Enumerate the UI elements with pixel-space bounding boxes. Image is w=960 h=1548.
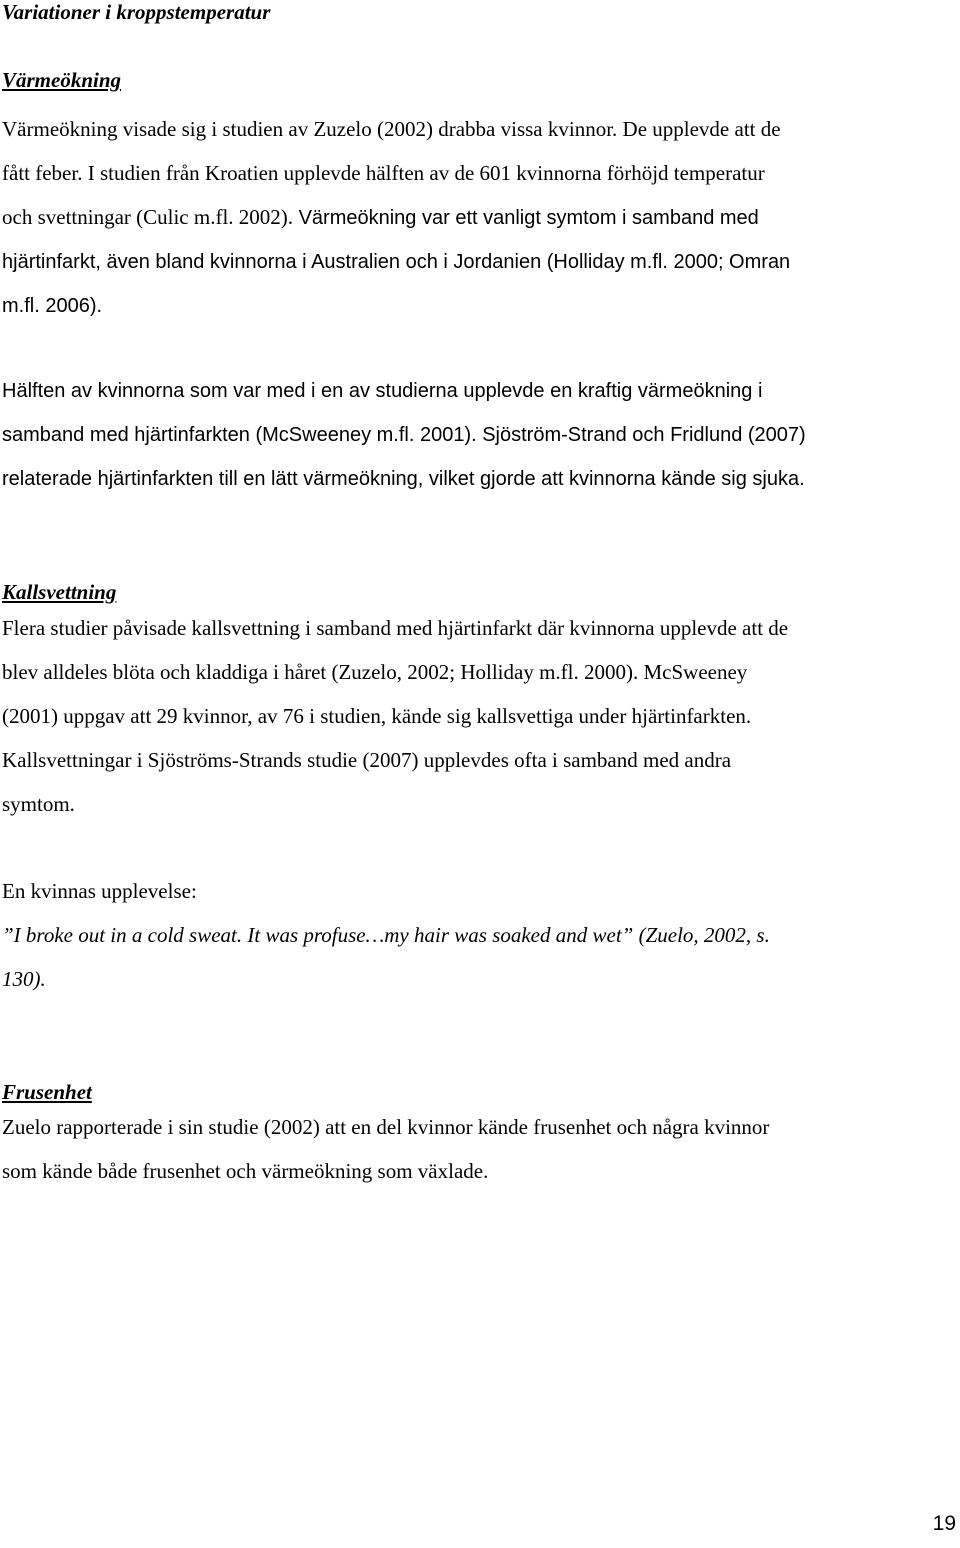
paragraph-line: m.fl. 2006). bbox=[2, 295, 103, 317]
page-number: 19 bbox=[932, 1512, 956, 1535]
paragraph-line: Zuelo rapporterade i sin studie (2002) att en del kvinnor kände frusenhet och några kvinnor bbox=[2, 1115, 770, 1139]
paragraph-frusenhet-1 bbox=[2, 1105, 958, 1193]
paragraph-line: Flera studier påvisade kallsvettning i samband med hjärtinfarkt där kvinnorna upplevde att de bbox=[2, 616, 789, 640]
paragraph-line: Värmeökning visade sig i studien av Zuzelo (2002) drabba vissa kvinnor. De upplevde att de bbox=[2, 117, 781, 141]
paragraph-line: hjärtinfarkt, även bland kvinnorna i Australien och i Jordanien (Holliday m.fl. 2000; Omran bbox=[2, 251, 791, 273]
paragraph-line: Kallsvettningar i Sjöströms-Strands studie (2007) upplevdes ofta i samband med andra bbox=[2, 748, 732, 772]
paragraph-line: Hälften av kvinnorna som var med i en av studierna upplevde en kraftig värmeökning i bbox=[2, 380, 763, 402]
paragraph-line-tail: Värmeökning var ett vanligt symtom i samband med bbox=[293, 207, 759, 229]
page-title: Variationer i kroppstemperatur bbox=[2, 0, 271, 24]
paragraph-kallsvettning-1 bbox=[2, 606, 958, 826]
paragraph-line: fått feber. I studien från Kroatien upplevde hälften av de 601 kvinnorna förhöjd temperatur bbox=[2, 161, 765, 185]
paragraph-varmeokning-2 bbox=[2, 369, 958, 501]
paragraph-line: En kvinnas upplevelse: bbox=[2, 879, 197, 903]
quote-line: ”I broke out in a cold sweat. It was profuse…my hair was soaked and wet” (Zuelo, 2002, s. bbox=[2, 923, 770, 947]
paragraph-line: (2001) uppgav att 29 kvinnor, av 76 i studien, kände sig kallsvettiga under hjärtinfarkten. bbox=[2, 704, 752, 728]
paragraph-line: blev alldeles blöta och kladdiga i håret (Zuzelo, 2002; Holliday m.fl. 2000). McSweeney bbox=[2, 660, 748, 684]
section-heading-varmeokning: Värmeökning bbox=[2, 68, 122, 92]
paragraph-quote-intro bbox=[2, 869, 958, 913]
paragraph-varmeokning-1 bbox=[2, 107, 958, 328]
quote-line: 130). bbox=[2, 967, 46, 991]
section-heading-frusenhet: Frusenhet bbox=[2, 1080, 92, 1104]
paragraph-line: relaterade hjärtinfarkten till en lätt värmeökning, vilket gjorde att kvinnorna kände sig sjuka. bbox=[2, 468, 805, 490]
paragraph-line: som kände både frusenhet och värmeökning som växlade. bbox=[2, 1159, 489, 1183]
paragraph-line-start: och svettningar (Culic m.fl. 2002). bbox=[2, 205, 294, 229]
paragraph-line: samband med hjärtinfarkten (McSweeney m.fl. 2001). Sjöström-Strand och Fridlund (2007) bbox=[2, 424, 806, 446]
paragraph-line: symtom. bbox=[2, 792, 75, 816]
block-quote bbox=[2, 913, 958, 1001]
paragraph-line-mixed bbox=[2, 195, 958, 240]
section-heading-kallsvettning: Kallsvettning bbox=[2, 580, 117, 604]
